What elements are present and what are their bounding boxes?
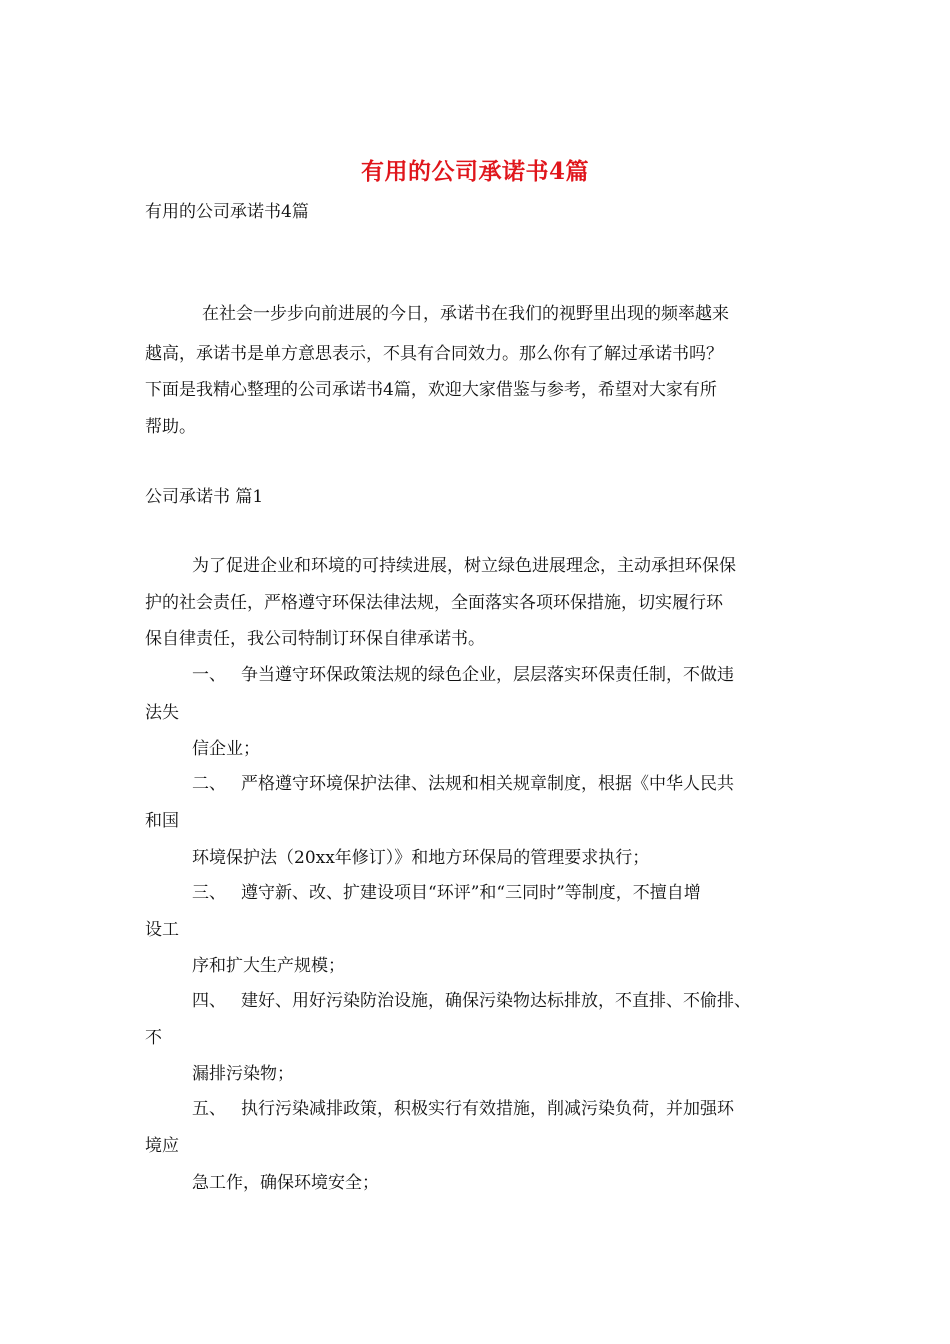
section-intro-line: 为了促进企业和环境的可持续进展，树立绿色进展理念，主动承担环保保	[192, 556, 736, 576]
item-text: 设工	[145, 920, 179, 940]
item-number: 五、	[192, 1099, 226, 1119]
item-number: 二、	[192, 774, 226, 794]
item-text: 严格遵守环境保护法律、法规和相关规章制度，根据《中华人民共	[241, 774, 734, 794]
document-title: 有用的公司承诺书4篇	[360, 158, 589, 185]
item-text: 境应	[145, 1136, 179, 1156]
item-text: 漏排污染物；	[192, 1064, 294, 1084]
item-text: 遵守新、改、扩建设项目“环评”和“三同时”等制度，不擅自增	[241, 883, 701, 903]
intro-line: 越高，承诺书是单方意思表示，不具有合同效力。那么你有了解过承诺书吗？	[145, 344, 723, 364]
item-number: 四、	[192, 991, 226, 1011]
intro-line: 下面是我精心整理的公司承诺书4篇，欢迎大家借鉴与参考，希望对大家有所	[145, 380, 717, 400]
item-text: 法失	[145, 703, 179, 723]
item-text: 执行污染减排政策，积极实行有效措施，削减污染负荷，并加强环	[241, 1099, 734, 1119]
item-number: 一、	[192, 665, 226, 685]
item-text: 信企业；	[192, 739, 260, 759]
intro-line: 在社会一步步向前进展的今日，承诺书在我们的视野里出现的频率越来	[202, 304, 729, 324]
item-text: 急工作，确保环境安全；	[192, 1173, 379, 1193]
section-intro-line: 保自律责任，我公司特制订环保自律承诺书。	[145, 629, 485, 649]
item-text: 不	[145, 1028, 162, 1048]
document-subtitle: 有用的公司承诺书4篇	[145, 202, 309, 222]
section-intro-line: 护的社会责任，严格遵守环保法律法规，全面落实各项环保措施，切实履行环	[145, 593, 723, 613]
item-text: 争当遵守环保政策法规的绿色企业，层层落实环保责任制，不做违	[241, 665, 734, 685]
item-number: 三、	[192, 883, 226, 903]
item-text: 和国	[145, 811, 179, 831]
item-text: 序和扩大生产规模；	[192, 956, 345, 976]
item-text: 环境保护法（20xx年修订）》和地方环保局的管理要求执行；	[192, 848, 650, 868]
item-text: 建好、用好污染防治设施，确保污染物达标排放，不直排、不偷排、	[241, 991, 751, 1011]
section-heading: 公司承诺书 篇1	[145, 487, 264, 507]
intro-line: 帮助。	[145, 417, 196, 437]
